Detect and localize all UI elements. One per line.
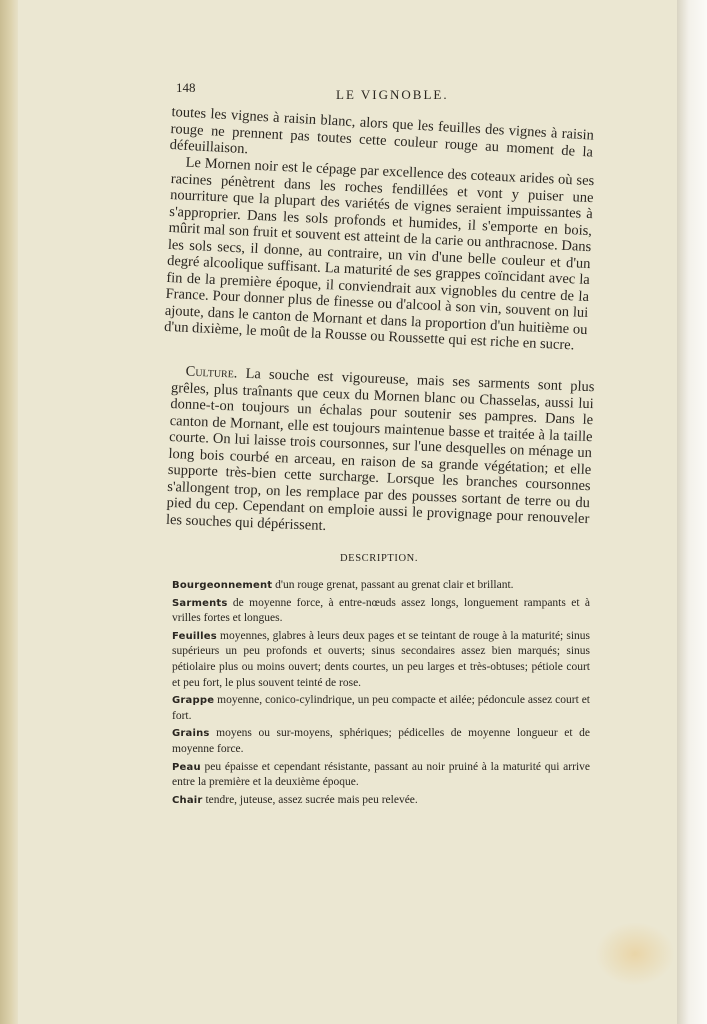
description-text: peu épaisse et cependant résistante, passant au noir pruiné à la maturité qui arrive entre la première et la deuxième époque. (172, 760, 590, 789)
description-text: tendre, juteuse, assez sucrée mais peu relevée. (202, 793, 418, 806)
running-title: LE VIGNOBLE. (336, 87, 449, 102)
description-item (172, 726, 590, 757)
description-title: DESCRIPTION. (340, 553, 419, 564)
description-text: d'un rouge grenat, passant au grenat clair et brillant. (272, 579, 514, 591)
page-edge (677, 0, 707, 1024)
description-term: Grains (172, 728, 210, 740)
description-term: Bourgeonnement (172, 580, 273, 591)
description-text: moyennes, glabres à leurs deux pages et se teintant de rouge à la maturité; sinus supérieurs un peu profonds et ouverts; sinus secondaires assez bien marqués; sinus pétiolaire plus ou moins ouvert; dents courtes, un peu larges et très-obtuses; pétiole court et peu fort, le plus souvent teinté de rose. (172, 629, 590, 689)
paragraph-intro: toutes les vignes à raisin blanc, alors que les feuilles des vignes à raisin rouge ne prennent pas toutes cette couleur rouge au moment de la défeuillaison. (169, 104, 595, 161)
description-term: Peau (172, 761, 201, 773)
description-item (172, 693, 590, 724)
description-item (172, 793, 590, 809)
description-item (172, 760, 590, 791)
paper-stain (595, 922, 675, 986)
description-term: Chair (172, 794, 203, 806)
book-spine (0, 0, 18, 1024)
culture-text: La souche est vigoureuse, mais ses sarments sont plus grêles, plus traînants que ceux du Mornen blanc ou Chasselas, aussi lui donne-t-on toujours un échalas pour soutenir ses pampres. Dans le canton de Mornant, elle est toujours maintenue basse et traitée à la taille courte. On lui laisse trois coursonnes, sur l'une desquelles on ménage un long bois courbé en arceau, en raison de sa grande végétation; et elle supporte très-bien cette surcharge. Lorsque les branches coursonnes s'allongent trop, on les remplace par des pousses sortant de terre ou du pied du cep. Cependant on emploie aussi le provignage pour renouveler les souches qui dépérissent. (165, 365, 595, 534)
description-text: moyenne, conico-cylindrique, un peu compacte et ailée; pédoncule assez court et fort. (172, 694, 590, 722)
description-term: Sarments (172, 597, 228, 609)
description-item (172, 629, 590, 691)
description-list (172, 578, 590, 810)
paragraph-mornen-noir: Le Mornen noir est le cépage par excellence des coteaux arides où ses racines pénètrent dans les roches fendillées et vont y puiser une nourriture que la plupart des variétés de vignes seraient impuissantes à s'approprier. Dans les sols profonds et humides, il s'emporte en bois, mûrit mal son fruit et souvent est atteint de la carie ou anthracnose. Dans les sols secs, il donne, au contraire, un vin d'une belle couleur et d'un degré alcoolique suffisant. La maturité de ses grappes coïncidant avec la fin de la première époque, il conviendrait aux vignobles du centre de la France. Pour donner plus de finesse ou d'alcool à son vin, souvent on lui ajoute, dans le canton de Mornant et dans la proportion d'un huitième ou d'un dixième, le moût de la Rousse ou Roussette qui est riche en sucre. (163, 154, 595, 354)
description-term: Grappe (172, 695, 215, 707)
paragraph-culture (166, 363, 595, 544)
page-number: 148 (176, 80, 196, 95)
description-item (172, 578, 590, 594)
description-item (172, 596, 590, 627)
description-term: Feuilles (172, 630, 217, 642)
culture-label: Culture. (185, 363, 238, 382)
description-text: moyens ou sur-moyens, sphériques; pédicelles de moyenne longueur et de moyenne force. (172, 727, 590, 755)
description-text: de moyenne force, à entre-nœuds assez longs, longuement rampants et à vrilles fortes et longues. (172, 596, 590, 625)
